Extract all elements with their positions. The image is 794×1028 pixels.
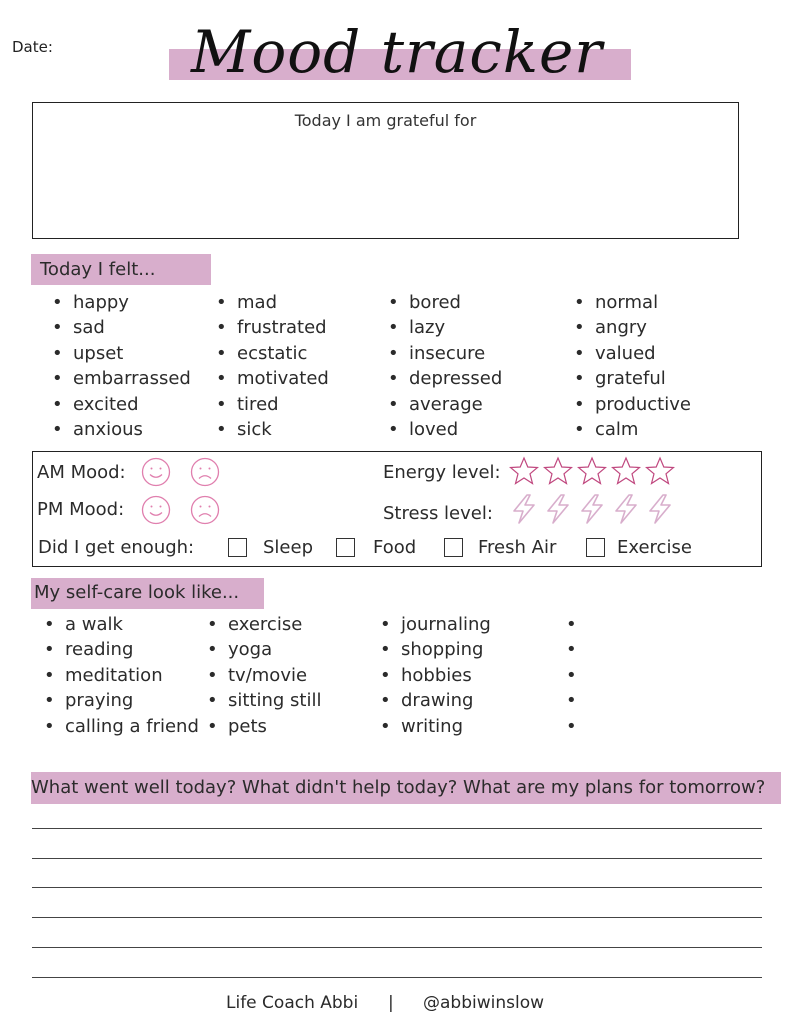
feeling-item: • insecure bbox=[388, 341, 502, 366]
sleep-label: Sleep bbox=[263, 537, 314, 558]
feeling-item: • mad bbox=[216, 290, 329, 315]
feeling-item: • loved bbox=[388, 417, 502, 442]
star-icon[interactable] bbox=[611, 456, 641, 486]
feeling-item: • grateful bbox=[574, 366, 691, 391]
fresh-air-label: Fresh Air bbox=[478, 537, 557, 558]
star-icon[interactable] bbox=[509, 456, 539, 486]
selfcare-item: • journaling bbox=[380, 612, 491, 637]
feeling-item: • excited bbox=[52, 392, 191, 417]
selfcare-column-2 bbox=[207, 612, 322, 739]
selfcare-item: • meditation bbox=[44, 663, 199, 688]
feeling-item: • anxious bbox=[52, 417, 191, 442]
selfcare-item: • calling a friend bbox=[44, 714, 199, 739]
reflection-question: What went well today? What didn't help today? What are my plans for tomorrow? bbox=[31, 772, 781, 804]
lightning-bolt-icon[interactable] bbox=[645, 494, 675, 524]
feeling-item: • bored bbox=[388, 290, 502, 315]
sleep-checkbox[interactable] bbox=[228, 538, 247, 557]
sad-face-icon[interactable] bbox=[190, 457, 220, 487]
lightning-bolt-icon[interactable] bbox=[577, 494, 607, 524]
selfcare-blank-item[interactable] bbox=[566, 688, 587, 713]
feeling-item: • productive bbox=[574, 392, 691, 417]
feeling-item: • normal bbox=[574, 290, 691, 315]
selfcare-item: • pets bbox=[207, 714, 322, 739]
selfcare-item: • a walk bbox=[44, 612, 199, 637]
feeling-item: • frustrated bbox=[216, 315, 329, 340]
feeling-item: • motivated bbox=[216, 366, 329, 391]
selfcare-blank-item[interactable] bbox=[566, 663, 587, 688]
feeling-item: • embarrassed bbox=[52, 366, 191, 391]
felt-column-1 bbox=[52, 290, 191, 442]
feeling-item: • angry bbox=[574, 315, 691, 340]
food-checkbox[interactable] bbox=[336, 538, 355, 557]
feeling-item: • lazy bbox=[388, 315, 502, 340]
food-label: Food bbox=[373, 537, 417, 558]
selfcare-heading: My self-care look like... bbox=[31, 578, 264, 609]
feeling-item: • sad bbox=[52, 315, 191, 340]
footer-author: Life Coach Abbi bbox=[226, 993, 359, 1013]
smiley-face-icon[interactable] bbox=[141, 495, 171, 525]
writing-line[interactable] bbox=[32, 858, 762, 859]
selfcare-item: • shopping bbox=[380, 637, 491, 662]
selfcare-blank-item[interactable] bbox=[566, 637, 587, 662]
pm-mood-label: PM Mood: bbox=[37, 499, 125, 520]
feeling-item: • sick bbox=[216, 417, 329, 442]
selfcare-blank-item[interactable] bbox=[566, 612, 587, 637]
feeling-item: • happy bbox=[52, 290, 191, 315]
writing-line[interactable] bbox=[32, 917, 762, 918]
exercise-label: Exercise bbox=[617, 537, 692, 558]
selfcare-item: • praying bbox=[44, 688, 199, 713]
mood-box bbox=[32, 451, 762, 567]
selfcare-column-4 bbox=[566, 612, 587, 739]
exercise-checkbox[interactable] bbox=[586, 538, 605, 557]
energy-level-label: Energy level: bbox=[383, 462, 501, 483]
smiley-face-icon[interactable] bbox=[141, 457, 171, 487]
lightning-bolt-icon[interactable] bbox=[611, 494, 641, 524]
selfcare-item: • drawing bbox=[380, 688, 491, 713]
selfcare-item: • hobbies bbox=[380, 663, 491, 688]
feeling-item: • calm bbox=[574, 417, 691, 442]
feeling-item: • average bbox=[388, 392, 502, 417]
felt-column-4 bbox=[574, 290, 691, 442]
selfcare-item: • yoga bbox=[207, 637, 322, 662]
selfcare-item: • writing bbox=[380, 714, 491, 739]
star-icon[interactable] bbox=[577, 456, 607, 486]
enough-label: Did I get enough: bbox=[38, 537, 195, 558]
footer-handle: @abbiwinslow bbox=[423, 993, 545, 1013]
footer-separator: | bbox=[388, 993, 394, 1013]
selfcare-item: • exercise bbox=[207, 612, 322, 637]
writing-line[interactable] bbox=[32, 887, 762, 888]
sad-face-icon[interactable] bbox=[190, 495, 220, 525]
feeling-item: • upset bbox=[52, 341, 191, 366]
grateful-box[interactable] bbox=[32, 102, 739, 239]
selfcare-item: • tv/movie bbox=[207, 663, 322, 688]
lightning-bolt-icon[interactable] bbox=[509, 494, 539, 524]
felt-heading: Today I felt... bbox=[31, 254, 211, 285]
felt-column-2 bbox=[216, 290, 329, 442]
felt-column-3 bbox=[388, 290, 502, 442]
star-icon[interactable] bbox=[543, 456, 573, 486]
selfcare-column-1 bbox=[44, 612, 199, 739]
star-icon[interactable] bbox=[645, 456, 675, 486]
feeling-item: • tired bbox=[216, 392, 329, 417]
feeling-item: • depressed bbox=[388, 366, 502, 391]
selfcare-column-3 bbox=[380, 612, 491, 739]
grateful-label: Today I am grateful for bbox=[294, 111, 477, 130]
date-label: Date: bbox=[12, 38, 53, 56]
feeling-item: • ecstatic bbox=[216, 341, 329, 366]
selfcare-item: • reading bbox=[44, 637, 199, 662]
writing-line[interactable] bbox=[32, 977, 762, 978]
fresh-air-checkbox[interactable] bbox=[444, 538, 463, 557]
selfcare-item: • sitting still bbox=[207, 688, 322, 713]
feeling-item: • valued bbox=[574, 341, 691, 366]
selfcare-blank-item[interactable] bbox=[566, 714, 587, 739]
am-mood-label: AM Mood: bbox=[37, 462, 126, 483]
stress-level-label: Stress level: bbox=[383, 503, 493, 524]
lightning-bolt-icon[interactable] bbox=[543, 494, 573, 524]
page-title: Mood tracker bbox=[190, 18, 604, 86]
writing-line[interactable] bbox=[32, 828, 762, 829]
writing-line[interactable] bbox=[32, 947, 762, 948]
